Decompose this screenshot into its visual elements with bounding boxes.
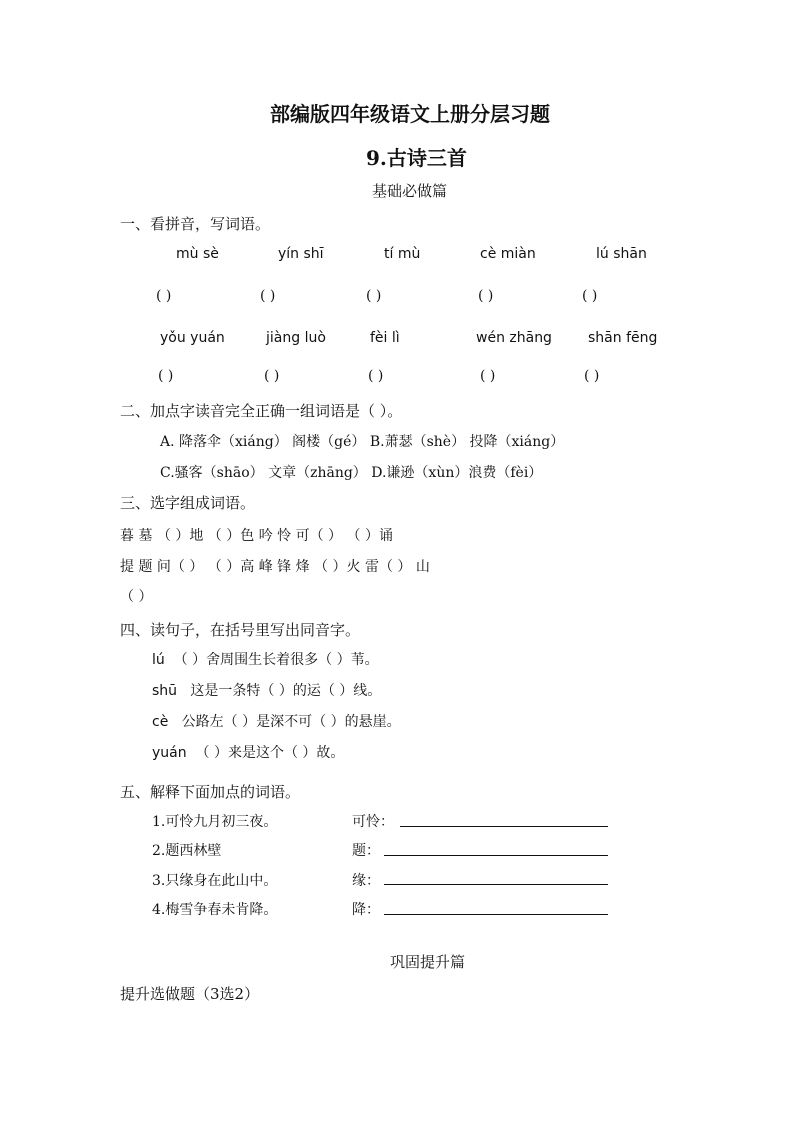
question-4-line — [152, 680, 381, 700]
answer-blank[interactable]: ( ) — [480, 368, 496, 384]
pinyin-item: wén zhāng — [476, 330, 552, 346]
document-title: 部编版四年级语文上册分层习题 — [270, 102, 550, 126]
pinyin-item: shān fēng — [588, 330, 658, 346]
answer-line[interactable] — [384, 914, 608, 915]
question-3-row-2: 提 题 问（ ） （ ）高 峰 锋 烽 （ ）火 雷（ ） 山 — [120, 559, 430, 575]
word-label: 题： — [352, 843, 380, 859]
question-2-options-ab: A. 降落伞（xiáng） 阁楼（gé） B.萧瑟（shè） 投降（xiáng） — [160, 434, 565, 450]
pinyin-row-1 — [0, 246, 794, 266]
question-4-line — [152, 711, 401, 731]
question-3-row-1: 暮 墓 （ ）地 （ ）色 吟 怜 可（ ） （ ）诵 — [120, 528, 393, 544]
answer-blank[interactable]: ( ) — [478, 288, 494, 304]
pinyin-item: lú shān — [596, 246, 647, 262]
word-label: 降： — [352, 902, 380, 918]
word-label: 缘： — [352, 873, 380, 889]
pinyin-item: cè miàn — [480, 246, 536, 262]
question-2-heading: 二、加点字读音完全正确一组词语是（ ）。 — [120, 402, 403, 420]
answer-line[interactable] — [384, 855, 608, 856]
optional-questions-label: 提升选做题（3选2） — [120, 985, 260, 1003]
pinyin-row-2 — [0, 330, 794, 350]
question-4-line — [152, 742, 344, 762]
section-basic-heading: 基础必做篇 — [372, 182, 448, 200]
pinyin-label: lú — [152, 652, 165, 668]
answer-blank[interactable]: ( ) — [582, 288, 598, 304]
question-1-heading: 一、看拼音，写词语。 — [120, 215, 271, 233]
pinyin-label: yuán — [152, 745, 187, 761]
answer-blank[interactable]: ( ) — [158, 368, 174, 384]
answer-blank[interactable]: ( ) — [584, 368, 600, 384]
question-4-line — [152, 649, 379, 669]
question-3-row-3: （ ） — [120, 589, 153, 605]
pinyin-item: tí mù — [384, 246, 421, 262]
question-2-options-cd: C.骚客（shāo） 文章（zhāng） D.谦逊（xùn）浪费（fèi） — [160, 465, 543, 481]
answer-row-1 — [0, 288, 794, 308]
poem-line: 2.题西林壁 — [152, 843, 222, 859]
pinyin-label: cè — [152, 714, 169, 730]
pinyin-item: yǒu yuán — [160, 330, 225, 346]
answer-blank[interactable]: ( ) — [260, 288, 276, 304]
question-4-heading: 四、读句子，在括号里写出同音字。 — [120, 621, 361, 639]
poem-line: 3.只缘身在此山中。 — [152, 873, 278, 889]
section-advanced-heading: 巩固提升篇 — [390, 953, 466, 971]
answer-line[interactable] — [384, 884, 608, 885]
poem-line: 4.梅雪争春未肯降。 — [152, 902, 278, 918]
poem-line: 1.可怜九月初三夜。 — [152, 814, 278, 830]
pinyin-item: fèi lì — [370, 330, 400, 346]
answer-row-2 — [0, 368, 794, 388]
word-label: 可怜： — [352, 814, 394, 830]
answer-blank[interactable]: ( ) — [264, 368, 280, 384]
answer-line[interactable] — [400, 826, 608, 827]
pinyin-item: yín shī — [278, 246, 324, 262]
pinyin-item: jiàng luò — [266, 330, 326, 346]
pinyin-item: mù sè — [176, 246, 219, 262]
answer-blank[interactable]: ( ) — [366, 288, 382, 304]
sentence-text: 这是一条特（ ）的运（ ）线。 — [190, 683, 382, 699]
sentence-text: （ ）舍周围生长着很多（ ）苇。 — [173, 652, 379, 668]
question-5-heading: 五、解释下面加点的词语。 — [120, 783, 301, 801]
answer-blank[interactable]: ( ) — [156, 288, 172, 304]
lesson-title: 9.古诗三首 — [366, 146, 467, 170]
question-3-heading: 三、选字组成词语。 — [120, 494, 256, 512]
sentence-text: （ ）来是这个（ ）故。 — [195, 745, 345, 761]
answer-blank[interactable]: ( ) — [368, 368, 384, 384]
pinyin-label: shū — [152, 683, 178, 699]
sentence-text: 公路左（ ）是深不可（ ）的悬崖。 — [181, 714, 401, 730]
